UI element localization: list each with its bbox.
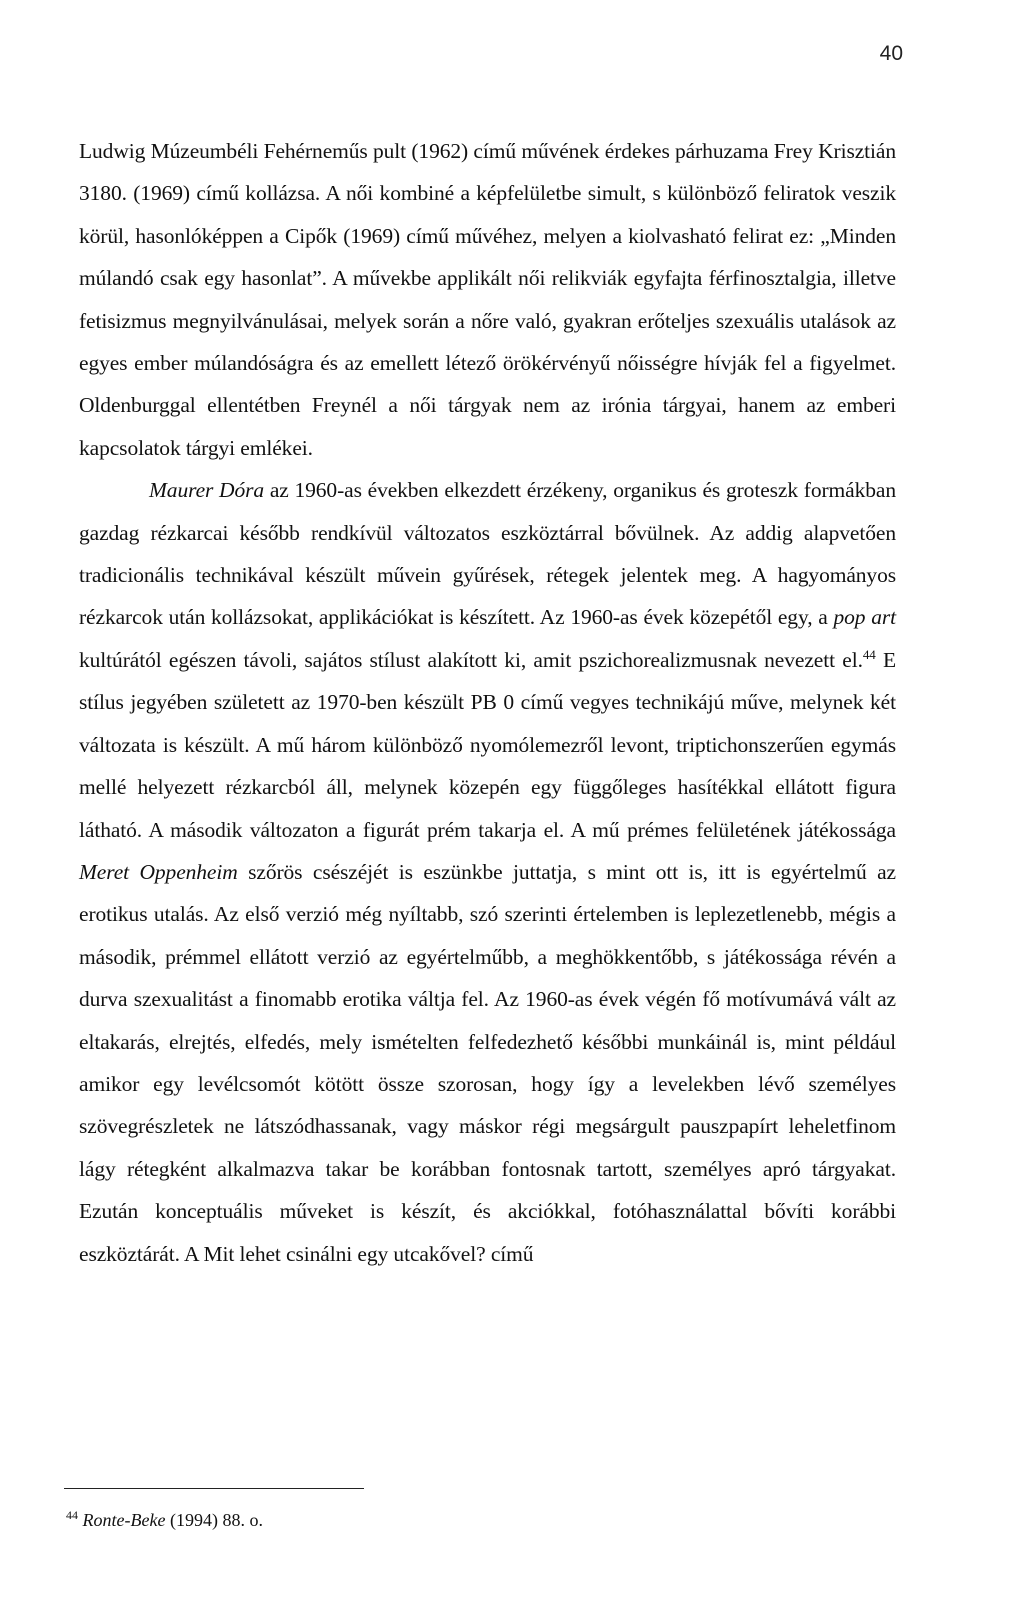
paragraph-frey: Ludwig Múzeumbéli Fehérneműs pult (1962) című művének érdekes párhuzama Frey Krisztián 3180. (1969) című kollázsa. A női kombiné a képfelületbe simult, s különböző feliratok veszik körül, hasonlóképpen a Cipők (1969) című művéhez, melyen a kiolvasható felirat ez: „Minden múlandó csak egy hasonlat”. A művekbe applikált női relikviák egyfajta férfinosztalgia, illetve fetisizmus megnyilvánulásai, melyek során a nőre való, gyakran erőteljes szexuális utalások az egyes ember múlandóságra és az emellett létező örökérvényű nőisségre hívják fel a figyelmet. Oldenburggal ellentétben Freynél a női tárgyak nem az irónia tárgyai, hanem az emberi kapcsolatok tárgyi emlékei. xyxy=(79,139,896,460)
footnote-author: Ronte-Beke xyxy=(82,1510,166,1530)
paragraph-maurer xyxy=(79,469,896,1275)
body-text xyxy=(79,130,896,1275)
footnote-reference[interactable]: 44 xyxy=(862,646,876,662)
footnote-number: 44 xyxy=(66,1508,78,1522)
footnote-text: (1994) 88. o. xyxy=(165,1510,263,1530)
footnote xyxy=(66,1508,263,1532)
artist-name-maurer: Maurer Dóra xyxy=(149,478,265,503)
page-number: 40 xyxy=(879,42,903,65)
term-pop-art: pop art xyxy=(833,605,896,630)
paragraph-text-d: szőrös csészéjét is eszünkbe juttatja, s mint ott is, itt is egyértelmű az erotikus utalás. Az első verzió még nyíltabb, szó szerinti értelemben is leplezetlenebb, mégis a második, prémmel ellátott verzió az egyértelműbb, a meghökkentőbb, s játékossága révén a durva szexualitást a finomabb erotika váltja fel. Az 1960-as évek végén fő motívumává vált az eltakarás, elrejtés, elfedés, mely ismételten felfedezhető későbbi munkáinál is, mint például amikor egy levélcsomót kötött össze szorosan, hogy így a levelekben lévő személyes szövegrészletek ne látszódhassanak, vagy máskor régi megsárgult pauszpapírt leheletfinom lágy rétegként alkalmazva takar be korábban fontosnak tartott, személyes apró tárgyakat. Ezután konceptuális műveket is készít, és akciókkal, fotóhasználattal bővíti korábbi eszköztárát. A Mit lehet csinálni egy utcakővel? című xyxy=(79,859,897,1266)
paragraph-text-c: E stílus jegyében született az 1970-ben készült PB 0 című vegyes technikájú műve, melynek két változata is készült. A mű három különböző nyomólemezről levont, triptichonszerűen egymás mellé helyezett rézkarcból áll, melynek közepén egy függőleges hasítékkal ellátott figura látható. A második változaton a figurát prém takarja el. A mű prémes felületének játékossága xyxy=(79,647,896,842)
paragraph-text-b: kultúrától egészen távoli, sajátos stílust alakított ki, amit pszichorealizmusnak nevezett el. xyxy=(79,647,863,672)
footnote-divider xyxy=(64,1488,364,1489)
artist-name-oppenheim: Meret Oppenheim xyxy=(79,859,238,884)
paragraph-text-a: az 1960-as években elkezdett érzékeny, organikus és groteszk formákban gazdag rézkarcai később rendkívül változatos eszköztárral bővülnek. Az addig alapvetően tradicionális technikával készült művein gyűrések, rétegek jelentek meg. A hagyományos rézkarcok után kollázsokat, applikációkat is készített. Az 1960-as évek közepétől egy, a xyxy=(79,478,896,630)
